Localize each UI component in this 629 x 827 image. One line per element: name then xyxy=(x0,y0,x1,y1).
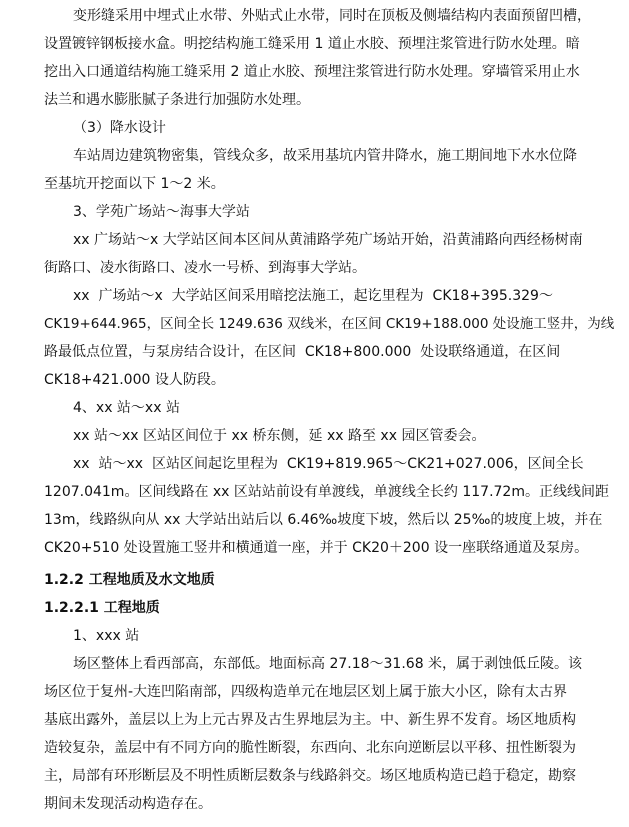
paragraph-line: 路最低点位置，与泵房结合设计，在区间 CK18+800.000 处设联络通道，在区间 xyxy=(44,344,561,360)
paragraph-line: CK18+421.000 设人防段。 xyxy=(44,372,225,388)
paragraph-line: 法兰和遇水膨胀腻子条进行加强防水处理。 xyxy=(44,92,310,108)
paragraph-line: 1207.041m。区间线路在 xx 区站站前设有单渡线，单渡线全长约 117.72m。正线线间距 xyxy=(44,484,609,500)
paragraph-line: xx 站～xx 区站区间位于 xx 桥东侧，延 xx 路至 xx 园区管委会。 xyxy=(73,428,486,444)
section-heading: 1、xxx 站 xyxy=(73,628,140,644)
section-heading: 4、xx 站～xx 站 xyxy=(73,400,180,416)
paragraph-line: 至基坑开挖面以下 1～2 米。 xyxy=(44,176,225,192)
paragraph-line: xx 广场站～x 大学站区间本区间从黄浦路学苑广场站开始，沿黄浦路向西经杨树南 xyxy=(73,232,583,248)
paragraph-line: 场区整体上看西部高，东部低。地面标高 27.18～31.68 米，属于剥蚀低丘陵。该 xyxy=(73,656,583,672)
section-heading: 3、学苑广场站～海事大学站 xyxy=(73,204,250,220)
paragraph-line: CK19+644.965，区间全长 1249.636 双线米，在区间 CK19+188.000 处设施工竖井，为线 xyxy=(44,316,615,332)
paragraph-line: 期间未发现活动构造存在。 xyxy=(44,796,212,812)
paragraph-line: 设置镀锌钢板接水盒。明挖结构施工缝采用 1 道止水胶、预埋注浆管进行防水处理。暗 xyxy=(44,36,580,52)
paragraph-line: 街路口、凌水街路口、凌水一号桥、到海事大学站。 xyxy=(44,260,366,276)
paragraph-line: 变形缝采用中埋式止水带、外贴式止水带，同时在顶板及侧墙结构内表面预留凹槽， xyxy=(73,8,591,24)
paragraph-line: 基底出露外，盖层以上为上元古界及古生界地层为主。中、新生界不发育。场区地质构 xyxy=(44,712,576,728)
paragraph-line: 场区位于复州-大连凹陷南部，四级构造单元在地层区划上属于旅大小区，除有太古界 xyxy=(44,684,568,700)
paragraph-line: 挖出入口通道结构施工缝采用 2 道止水胶、预埋注浆管进行防水处理。穿墙管采用止水 xyxy=(44,64,580,80)
paragraph-line: 车站周边建筑物密集，管线众多，故采用基坑内管井降水，施工期间地下水水位降 xyxy=(73,148,577,164)
paragraph-line: 造较复杂，盖层中有不同方向的脆性断裂，东西向、北东向逆断层以平移、扭性断裂为 xyxy=(44,740,576,756)
paragraph-line: xx 站～xx 区站区间起讫里程为 CK19+819.965～CK21+027.006，区间全长 xyxy=(73,456,584,472)
section-heading: （3）降水设计 xyxy=(73,120,166,136)
heading-1-2-2-1: 1.2.2.1 工程地质 xyxy=(44,600,160,616)
paragraph-line: xx 广场站～x 大学站区间采用暗挖法施工，起讫里程为 CK18+395.329～ xyxy=(73,288,553,304)
paragraph-line: 13m，线路纵向从 xx 大学站出站后以 6.46‰坡度下坡，然后以 25‰的坡度上坡，并在 xyxy=(44,512,603,528)
paragraph-line: CK20+510 处设置施工竖井和横通道一座，并于 CK20＋200 设一座联络通道及泵房。 xyxy=(44,540,589,556)
paragraph-line: 主，局部有环形断层及不明性质断层数条与线路斜交。场区地质构造已趋于稳定，勘察 xyxy=(44,768,576,784)
heading-1-2-2: 1.2.2 工程地质及水文地质 xyxy=(44,572,215,588)
